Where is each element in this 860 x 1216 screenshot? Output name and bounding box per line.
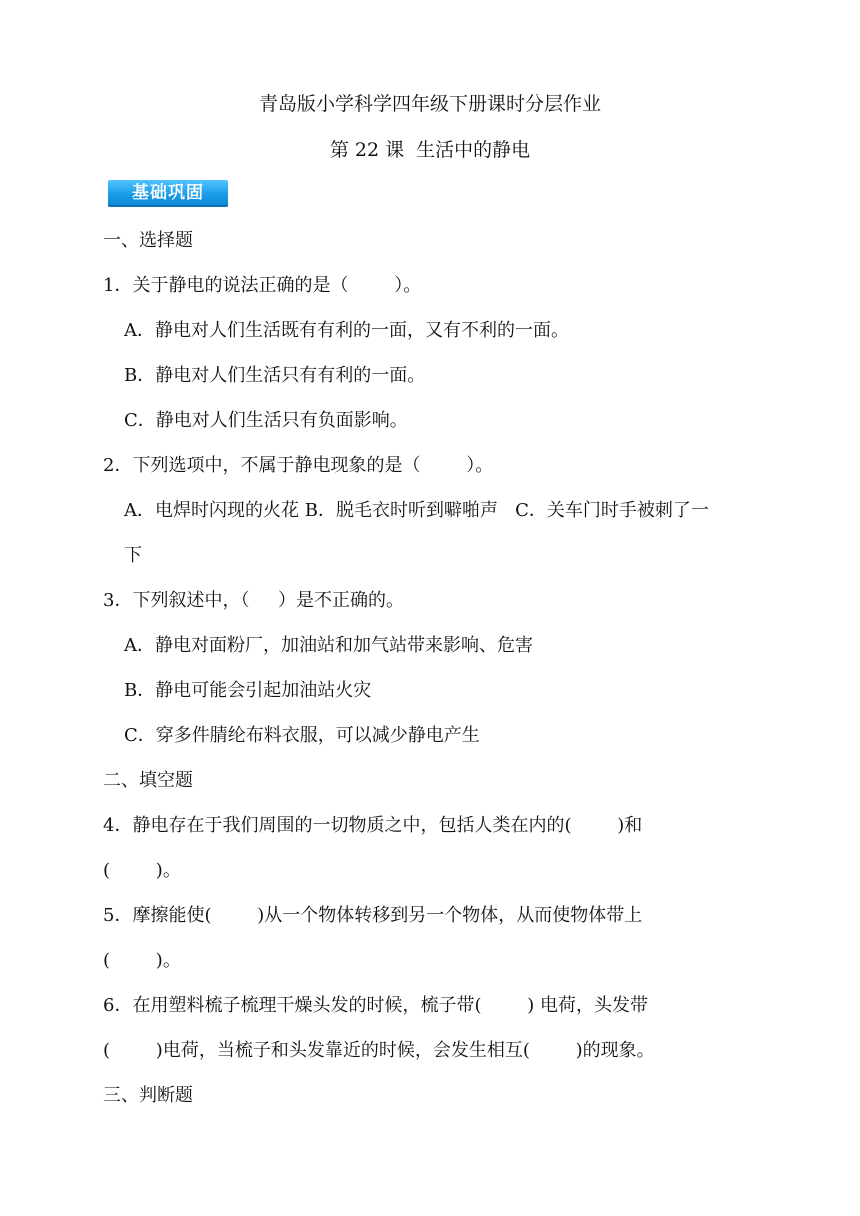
question-2-options: A．电焊时闪现的火花 B．脱毛衣时听到噼啪声 C．关车门时手被刺了一 [124,500,709,521]
question-1-option-b: B．静电对人们生活只有有利的一面。 [124,365,426,386]
lesson-title: 第 22 课 生活中的静电 [329,139,531,161]
question-5: 5．摩擦能使( )从一个物体转移到另一个物体，从而使物体带上 [103,905,643,926]
section-heading-judge: 三、判断题 [103,1085,193,1106]
question-5-cont: ( )。 [103,950,181,971]
question-6-cont: ( )电荷，当梳子和头发靠近的时候，会发生相互( )的现象。 [103,1040,655,1061]
section-badge [108,180,228,207]
question-4-cont: ( )。 [103,860,181,881]
question-3-option-c: C．穿多件腈纶布料衣服，可以减少静电产生 [124,725,480,746]
question-1-option-c: C．静电对人们生活只有负面影响。 [124,410,408,431]
question-3: 3．下列叙述中，（ ）是不正确的。 [103,590,405,611]
question-2: 2．下列选项中，不属于静电现象的是（ ）。 [103,455,494,476]
question-6: 6．在用塑料梳子梳理干燥头发的时候，梳子带( ) 电荷，头发带 [103,995,648,1016]
section-heading-choice: 一、选择题 [103,230,193,251]
question-3-option-b: B．静电可能会引起加油站火灾 [124,680,372,701]
question-1: 1．关于静电的说法正确的是（ ）。 [103,275,422,296]
section-badge-label: 基础巩固 [132,183,204,203]
question-1-option-a: A．静电对人们生活既有有利的一面，又有不利的一面。 [124,320,569,341]
section-heading-fill: 二、填空题 [103,770,193,791]
question-4: 4．静电存在于我们周围的一切物质之中，包括人类在内的( )和 [103,815,643,836]
document-title: 青岛版小学科学四年级下册课时分层作业 [258,93,601,115]
question-3-option-a: A．静电对面粉厂，加油站和加气站带来影响、危害 [124,635,533,656]
question-2-options-cont: 下 [124,545,142,566]
